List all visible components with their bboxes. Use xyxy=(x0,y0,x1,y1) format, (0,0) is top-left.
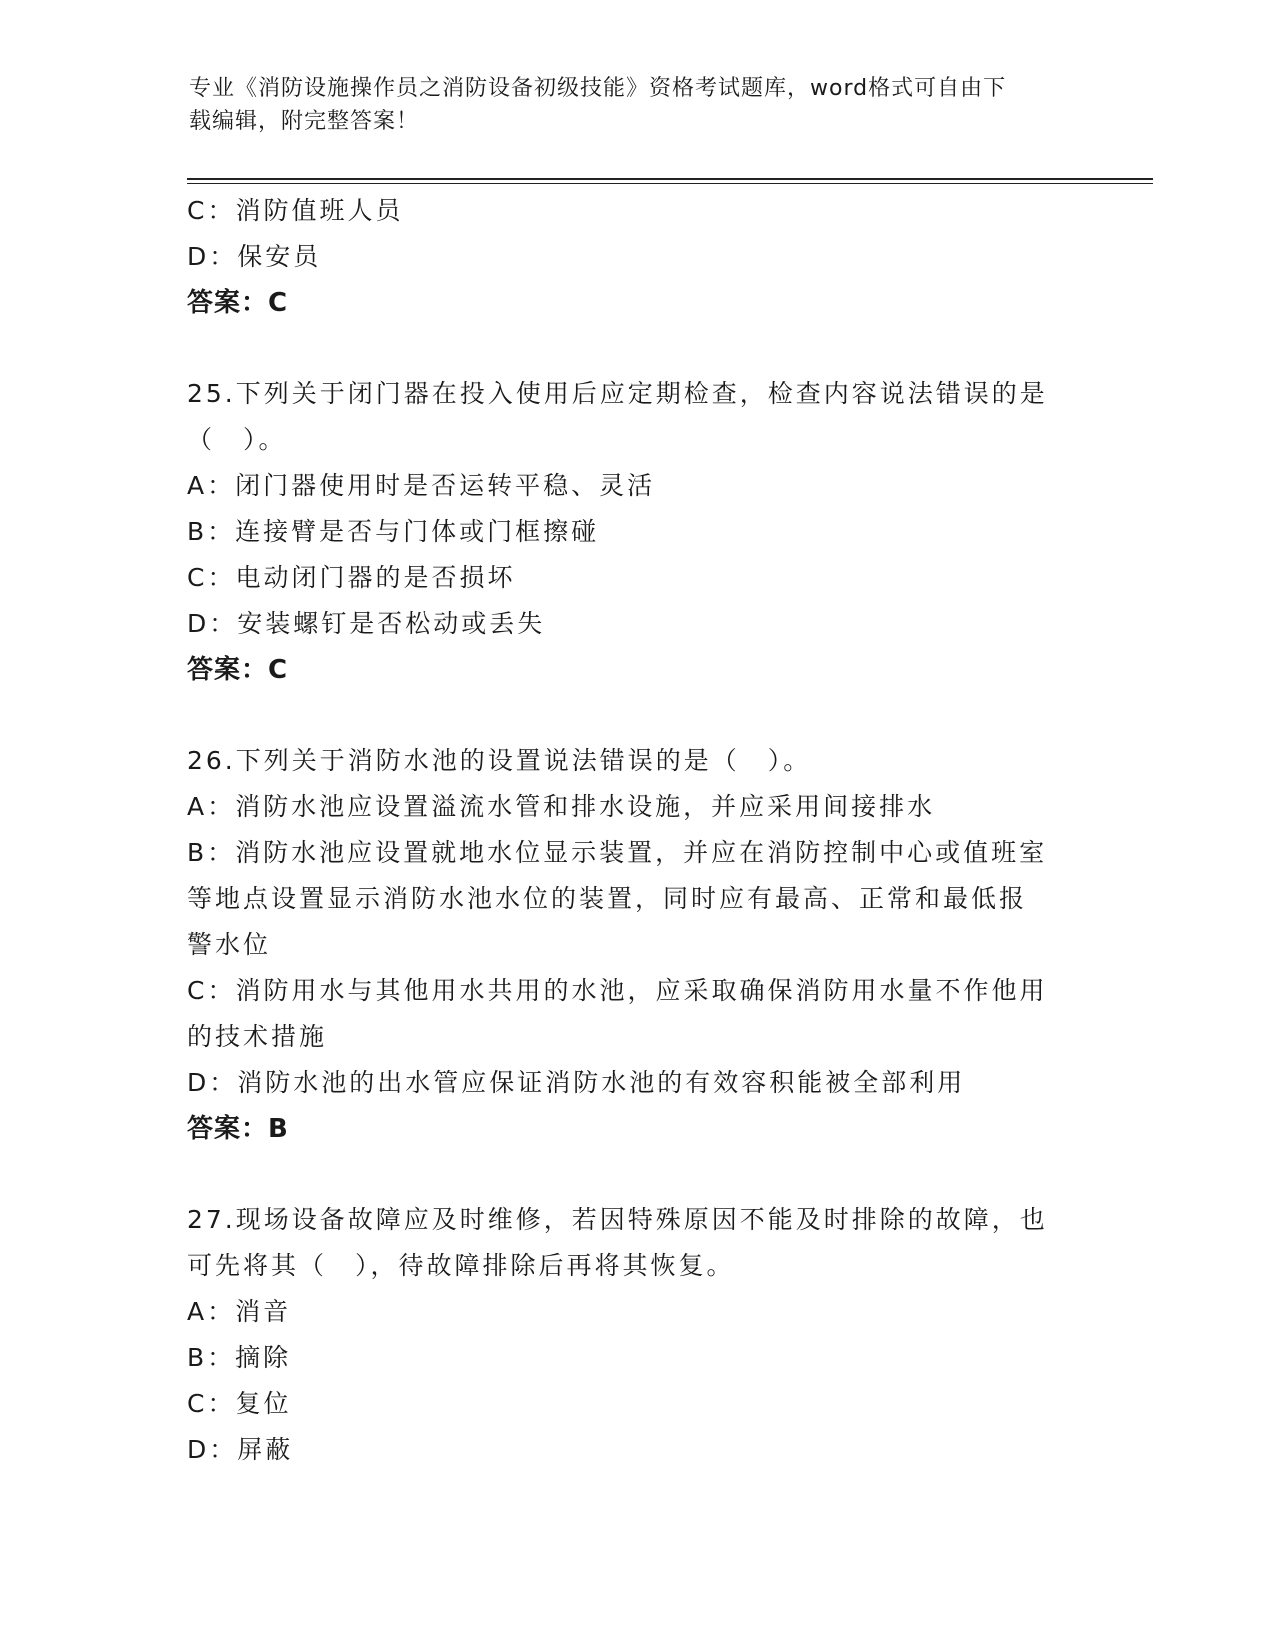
option-b: B：连接臂是否与门体或门框擦碰 xyxy=(187,517,600,546)
question-stem: 26.下列关于消防水池的设置说法错误的是（ ）。 xyxy=(187,746,812,775)
answer: 答案：C xyxy=(187,288,289,318)
header-line-1: 专业《消防设施操作员之消防设备初级技能》资格考试题库，word格式可自由下 xyxy=(189,76,1007,101)
header-line-2: 载编辑，附完整答案！ xyxy=(189,109,420,134)
question-stem-continued: 可先将其（ ），待故障排除后再将其恢复。 xyxy=(187,1251,735,1280)
spacer xyxy=(187,1152,1087,1197)
option-c-continued: 的技术措施 xyxy=(187,1022,328,1051)
option-c: C：消防值班人员 xyxy=(187,196,404,225)
question-stem-continued: （ ）。 xyxy=(187,425,287,454)
option-a: A：消音 xyxy=(187,1297,292,1326)
header-divider-thick xyxy=(187,178,1153,180)
option-b: B：消防水池应设置就地水位显示装置，并应在消防控制中心或值班室 xyxy=(187,838,1048,867)
option-b-continued: 警水位 xyxy=(187,930,272,959)
option-b-continued: 等地点设置显示消防水池水位的装置，同时应有最高、正常和最低报 xyxy=(187,884,1028,913)
option-b: B：摘除 xyxy=(187,1343,292,1372)
header-divider-thin xyxy=(187,183,1153,184)
question-24-tail xyxy=(187,188,1087,326)
option-c: C：电动闭门器的是否损坏 xyxy=(187,563,516,592)
question-25 xyxy=(187,371,1087,693)
answer: 答案：B xyxy=(187,1114,289,1144)
option-c: C：消防用水与其他用水共用的水池，应采取确保消防用水量不作他用 xyxy=(187,976,1048,1005)
question-list xyxy=(187,188,1087,1473)
answer: 答案：C xyxy=(187,655,289,685)
page-header xyxy=(189,72,1089,138)
option-a: A：闭门器使用时是否运转平稳、灵活 xyxy=(187,471,656,500)
option-a: A：消防水池应设置溢流水管和排水设施，并应采用间接排水 xyxy=(187,792,936,821)
question-27 xyxy=(187,1197,1087,1473)
option-d: D：安装螺钉是否松动或丢失 xyxy=(187,609,546,638)
option-d: D：消防水池的出水管应保证消防水池的有效容积能被全部利用 xyxy=(187,1068,966,1097)
option-d: D：屏蔽 xyxy=(187,1435,294,1464)
question-stem: 25.下列关于闭门器在投入使用后应定期检查，检查内容说法错误的是 xyxy=(187,379,1048,408)
question-stem: 27.现场设备故障应及时维修，若因特殊原因不能及时排除的故障，也 xyxy=(187,1205,1048,1234)
spacer xyxy=(187,326,1087,371)
question-26 xyxy=(187,738,1087,1152)
option-d: D：保安员 xyxy=(187,242,322,271)
spacer xyxy=(187,693,1087,738)
option-c: C：复位 xyxy=(187,1389,292,1418)
